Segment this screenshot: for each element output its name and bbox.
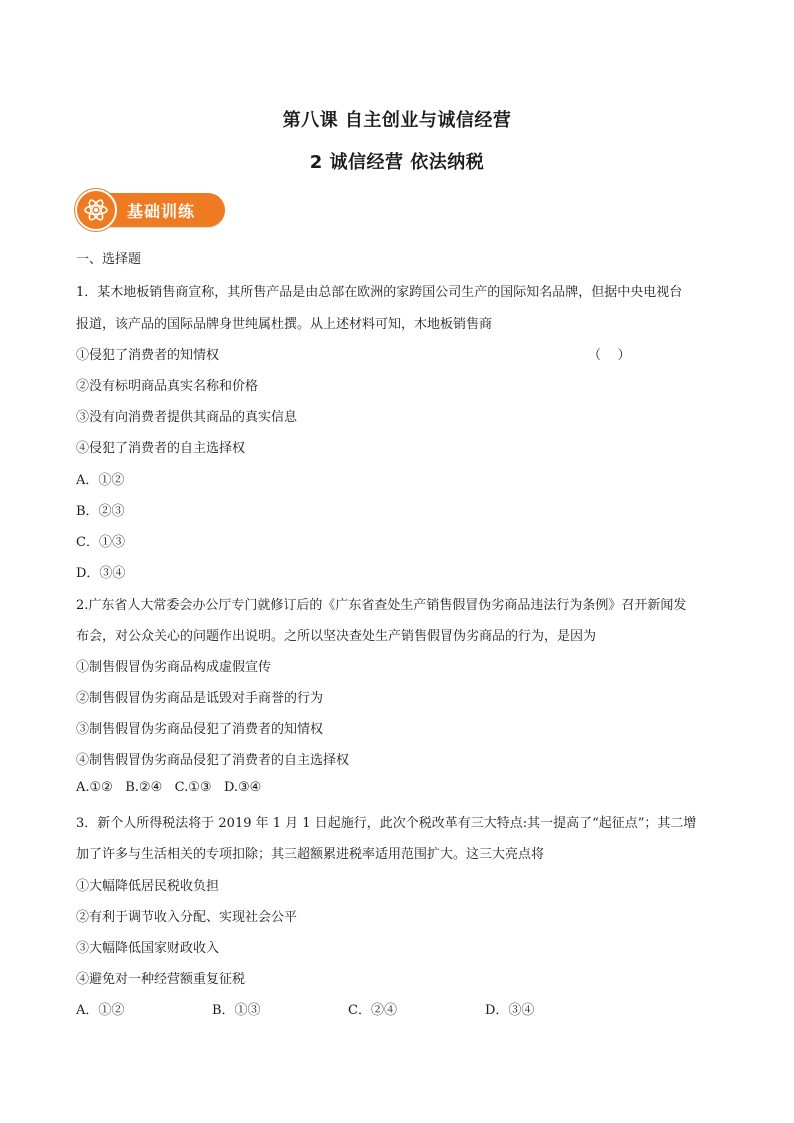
q2-item-1: ①制售假冒伪劣商品构成虚假宣传 <box>76 660 272 675</box>
q3-stem-line-1: 3．新个人所得税法将于 2019 年 1 月 1 日起施行，此次个税改革有三大特点:其一提高了“起征点”；其二增 <box>76 816 697 831</box>
q1-option-b: B．②③ <box>76 504 125 519</box>
q2-stem-line-2: 布会，对公众关心的问题作出说明。之所以坚决查处生产销售假冒伪劣商品的行为，是因为 <box>76 629 597 644</box>
q3-option-a: A．①② <box>76 1003 125 1018</box>
q3-stem-line-2: 加了许多与生活相关的专项扣除；其三超额累进税率适用范围扩大。这三大亮点将 <box>76 847 545 862</box>
q1-stem-line-2: 报道，该产品的国际品牌身世纯属杜撰。从上述材料可知，木地板销售商 <box>76 317 493 332</box>
lesson-title: 第八课 自主创业与诚信经营 <box>282 110 512 131</box>
q1-option-a: A．①② <box>76 473 125 488</box>
q3-item-2: ②有利于调节收入分配、实现社会公平 <box>76 910 298 925</box>
q2-item-3: ③制售假冒伪劣商品侵犯了消费者的知情权 <box>76 722 324 737</box>
q3-option-b: B．①③ <box>212 1003 261 1018</box>
q2-stem-line-1: 2.广东省人大常委会办公厅专门就修订后的《广东省查处生产销售假冒伪劣商品违法行为条例》召开新闻发 <box>76 598 687 613</box>
q3-item-3: ③大幅降低国家财政收入 <box>76 941 220 956</box>
q1-answer-paren: （ ） <box>588 348 631 363</box>
q1-item-4: ④侵犯了消费者的自主选择权 <box>76 441 246 456</box>
section-title: 2 诚信经营 依法纳税 <box>309 152 485 173</box>
badge-circle <box>75 189 117 231</box>
q2-item-4: ④制售假冒伪劣商品侵犯了消费者的自主选择权 <box>76 753 350 768</box>
q3-option-c: C．②④ <box>348 1003 397 1018</box>
q1-item-3: ③没有向消费者提供其商品的真实信息 <box>76 410 298 425</box>
badge-label: 基础训练 <box>127 202 196 221</box>
q1-stem-line-1: 1．某木地板销售商宣称，其所售产品是由总部在欧洲的家跨国公司生产的国际知名品牌，但据中央电视台 <box>76 285 683 300</box>
basic-training-badge <box>75 189 227 231</box>
q3-item-4: ④避免对一种经营额重复征税 <box>76 972 246 987</box>
q1-option-d: D．③④ <box>76 566 126 581</box>
section-heading: 一、选择题 <box>76 252 142 267</box>
q2-item-2: ②制售假冒伪劣商品是诋毁对手商誉的行为 <box>76 691 324 706</box>
q1-item-2: ②没有标明商品真实名称和价格 <box>76 379 259 394</box>
q1-item-1: ①侵犯了消费者的知情权 <box>76 348 220 363</box>
q1-option-c: C．①③ <box>76 535 125 550</box>
q2-options: A.①② B.②④ C.①③ D.③④ <box>76 780 262 795</box>
atom-icon <box>83 197 109 223</box>
q3-item-1: ①大幅降低居民税收负担 <box>76 879 220 894</box>
q3-option-d: D．③④ <box>485 1003 535 1018</box>
